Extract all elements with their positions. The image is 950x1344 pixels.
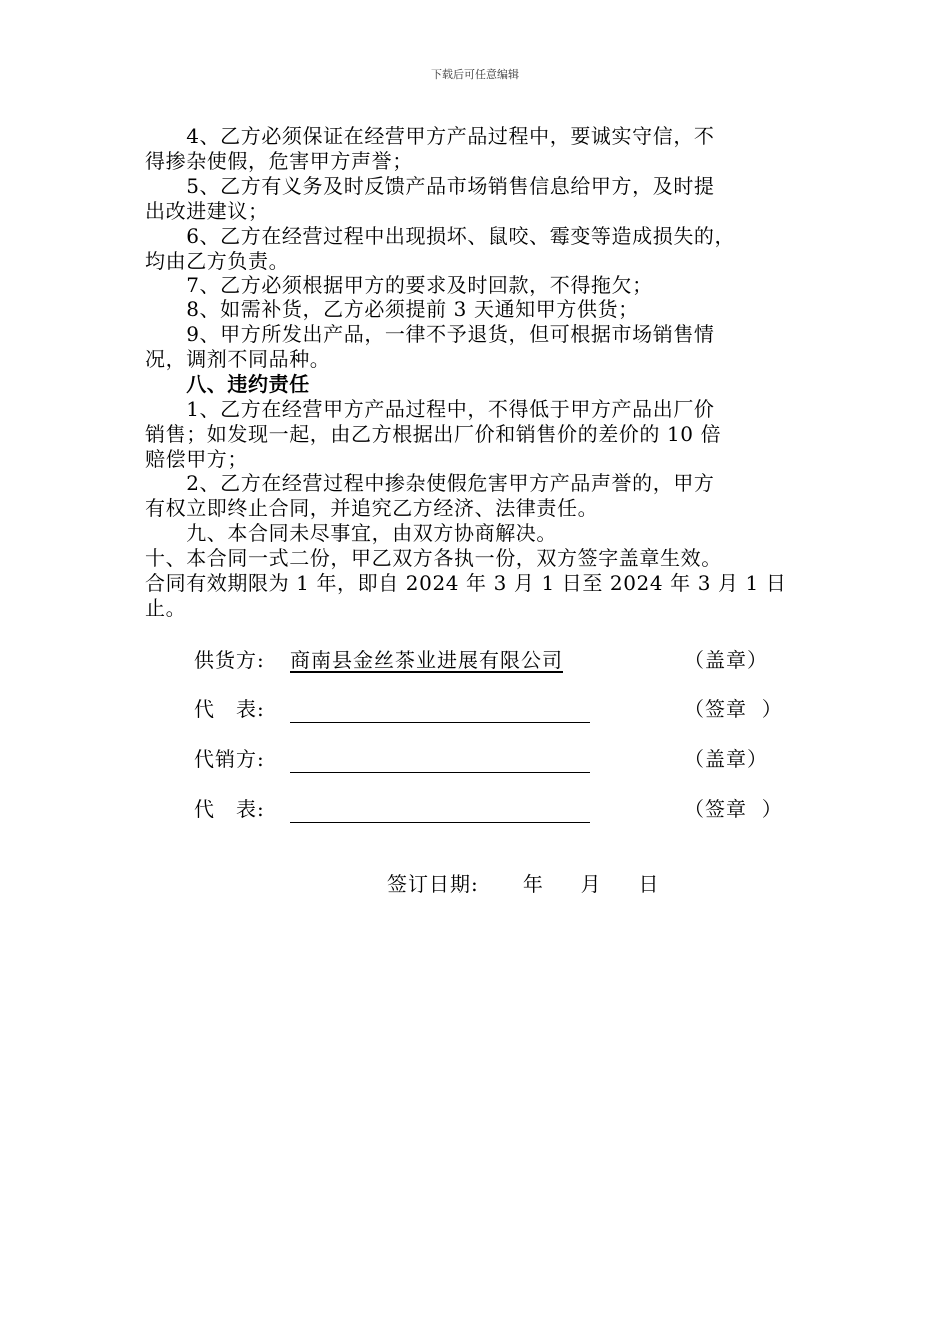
signature-row-distributor [0, 744, 950, 774]
seal-note: （盖章） [684, 648, 768, 672]
clause-line: 况，调剂不同品种。 [145, 347, 331, 371]
clause-line: 赔偿甲方； [145, 447, 248, 471]
clause-line: 1、乙方在经营甲方产品过程中，不得低于甲方产品出厂价 [145, 397, 715, 421]
seal-note: （盖章） [684, 747, 768, 771]
clause-line: 8、如需补货，乙方必须提前 3 天通知甲方供货； [145, 297, 639, 321]
signature-row-representative [0, 794, 950, 824]
clause-line: 7、乙方必须根据甲方的要求及时回款，不得拖欠； [145, 273, 653, 297]
signing-date: 签订日期: 年 月 日 [387, 872, 660, 896]
clause-line: 4、乙方必须保证在经营甲方产品过程中，要诚实守信，不 [145, 124, 715, 148]
signature-row-representative [0, 694, 950, 724]
clause-line: 有权立即终止合同，并追究乙方经济、法律责任。 [145, 496, 599, 520]
clause-line: 均由乙方负责。 [145, 249, 290, 273]
signature-label: 代 表: [194, 797, 265, 821]
distributor-signature-line [290, 744, 590, 773]
signature-row-supplier [0, 645, 950, 675]
clause-line: 出改进建议； [145, 199, 269, 223]
page-header-note: 下载后可任意编辑 [431, 68, 519, 81]
supplier-name-field: 商南县金丝茶业进展有限公司 [290, 648, 563, 672]
clause-line: 2、乙方在经营过程中掺杂使假危害甲方产品声誉的，甲方 [145, 471, 715, 495]
clause-line: 6、乙方在经营过程中出现损坏、鼠咬、霉变等造成损失的， [145, 224, 736, 248]
section-10-line: 十、本合同一式二份，甲乙双方各执一份，双方签字盖章生效。 [145, 546, 722, 570]
clause-line: 止。 [145, 596, 187, 620]
clause-line: 合同有效期限为 1 年，即自 2024 年 3 月 1 日至 2024 年 3 月 1 日 [145, 571, 787, 595]
section-heading-8: 八、违约责任 [145, 372, 310, 396]
seal-note: （签章 ） [684, 797, 783, 821]
signature-label: 供货方: [194, 648, 265, 672]
representative-signature-line [290, 794, 590, 823]
clause-line: 5、乙方有义务及时反馈产品市场销售信息给甲方，及时提 [145, 174, 715, 198]
clause-line: 9、甲方所发出产品，一律不予退货，但可根据市场销售情 [145, 322, 715, 346]
seal-note: （签章 ） [684, 697, 783, 721]
clause-line: 销售；如发现一起，由乙方根据出厂价和销售价的差价的 10 倍 [145, 422, 722, 446]
representative-signature-line [290, 694, 590, 723]
signature-label: 代 表: [194, 697, 265, 721]
section-9-line: 九、本合同未尽事宜，由双方协商解决。 [145, 521, 557, 545]
clause-line: 得掺杂使假，危害甲方声誉； [145, 149, 413, 173]
signature-label: 代销方: [194, 747, 265, 771]
